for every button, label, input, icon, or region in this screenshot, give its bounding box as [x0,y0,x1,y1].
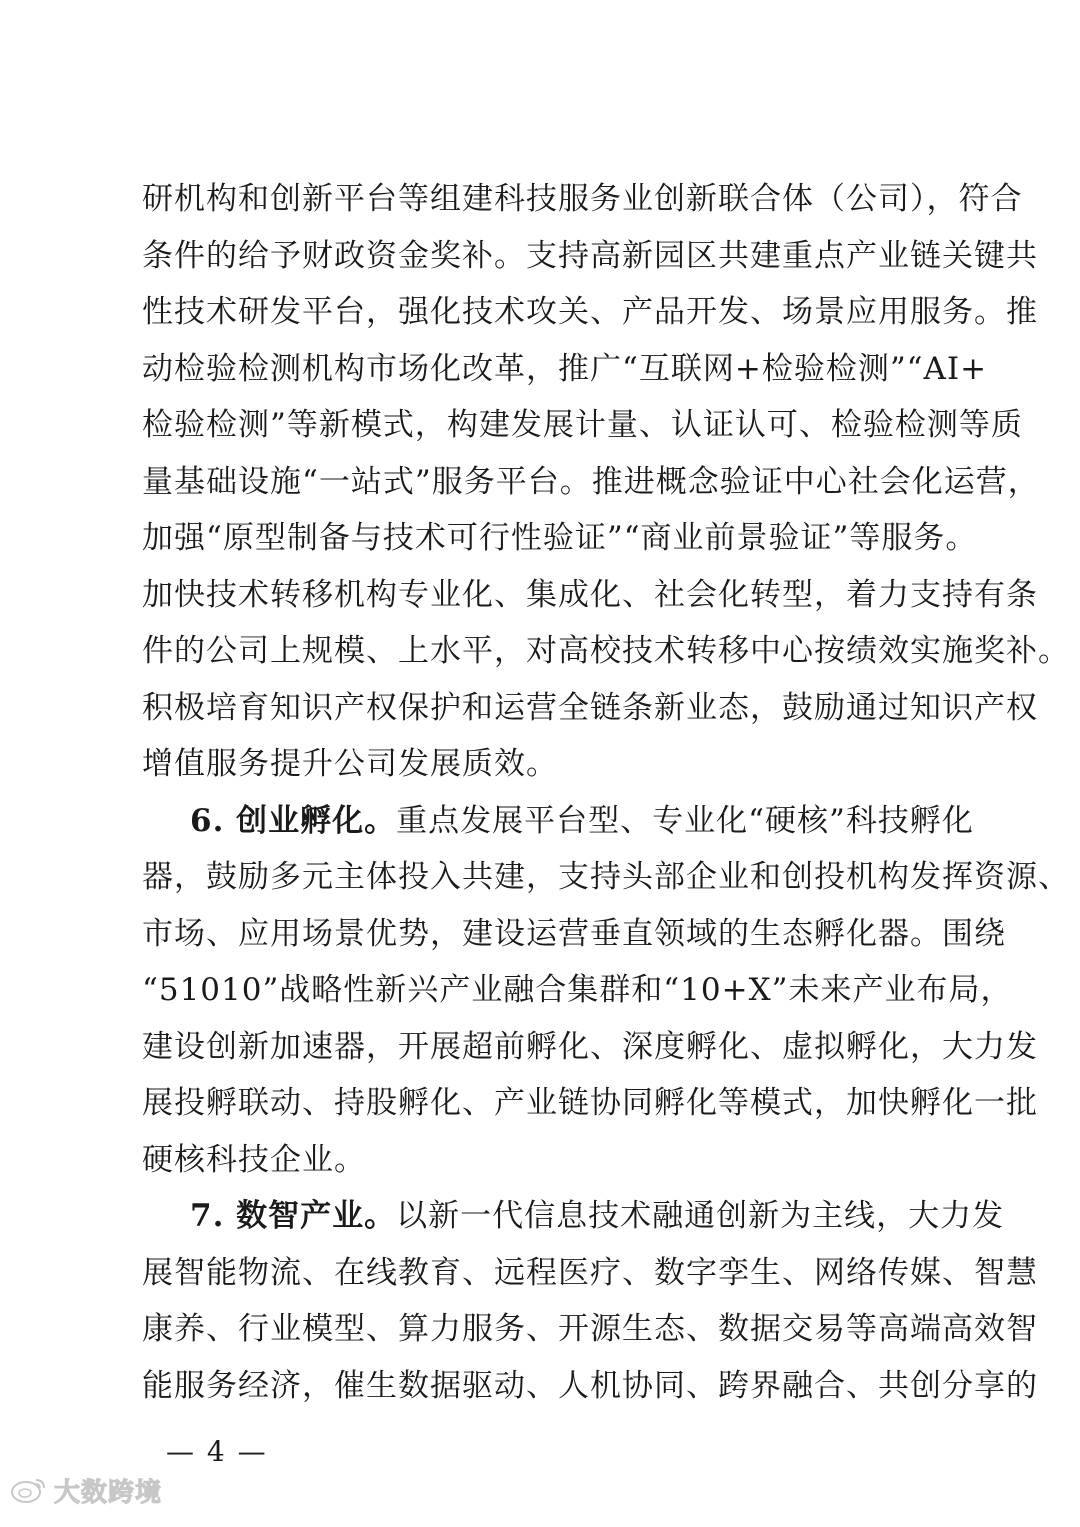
text-line: 动检验检测机构市场化改革，推广“互联网+检验检测”“AI+ [142,351,988,387]
text-line: 增值服务提升公司发展质效。 [142,746,558,782]
text-line: 康养、行业模型、算力服务、开源生态、数据交易等高端高效智 [142,1311,1038,1347]
text-line: 加快技术转移机构专业化、集成化、社会化转型，着力支持有条 [142,577,1038,613]
section-6-heading: 6. 创业孵化。 [190,803,397,839]
text-line: 积极培育知识产权保护和运营全链条新业态，鼓励通过知识产权 [142,690,1038,726]
text-line: 展投孵联动、持股孵化、产业链协同孵化等模式，加快孵化一批 [142,1085,1038,1121]
watermark-text: 大数跨境 [54,1477,163,1508]
text-line: 检验检测”等新模式，构建发展计量、认证认可、检验检测等质 [142,407,1023,443]
watermark [8,1470,162,1510]
text-line: 件的公司上规模、上水平，对高校技术转移中心按绩效实施奖补。 [142,633,1070,669]
weibo-like-logo-icon [8,1476,48,1504]
text-line: 量基础设施“一站式”服务平台。推进概念验证中心社会化运营， [142,464,1040,500]
section-7-heading: 7. 数智产业。 [190,1198,397,1234]
text-line: 展智能物流、在线教育、远程医疗、数字孪生、网络传媒、智慧 [142,1255,1038,1291]
text-line: 市场、应用场景优势，建设运营垂直领域的生态孵化器。围绕 [142,916,1006,952]
section-7-first-line [190,1196,1005,1236]
text-line: 研机构和创新平台等组建科技服务业创新联合体（公司），符合 [142,181,1023,217]
text-line: 条件的给予财政资金奖补。支持高新园区共建重点产业链关键共 [142,238,1038,274]
text-line: 建设创新加速器，开展超前孵化、深度孵化、虚拟孵化，大力发 [142,1029,1038,1065]
text-line: 能服务经济，催生数据驱动、人机协同、跨界融合、共创分享的 [142,1368,1038,1404]
page-number: — 4 — [166,1435,268,1468]
text-line: 硬核科技企业。 [142,1142,366,1178]
text-line: 加强“原型制备与技术可行性验证”“商业前景验证”等服务。 [142,520,978,556]
text-line: “51010”战略性新兴产业融合集群和“10+X”未来产业布局， [142,972,1013,1008]
text-line: 性技术研发平台，强化技术攻关、产品开发、场景应用服务。推 [142,294,1038,330]
section-7-first-text: 以新一代信息技术融通创新为主线，大力发 [396,1198,1005,1234]
text-line: 器，鼓励多元主体投入共建，支持头部企业和创投机构发挥资源、 [142,859,1070,895]
section-6-first-line [190,801,974,841]
section-6-first-text: 重点发展平台型、专业化“硬核”科技孵化 [396,803,974,839]
